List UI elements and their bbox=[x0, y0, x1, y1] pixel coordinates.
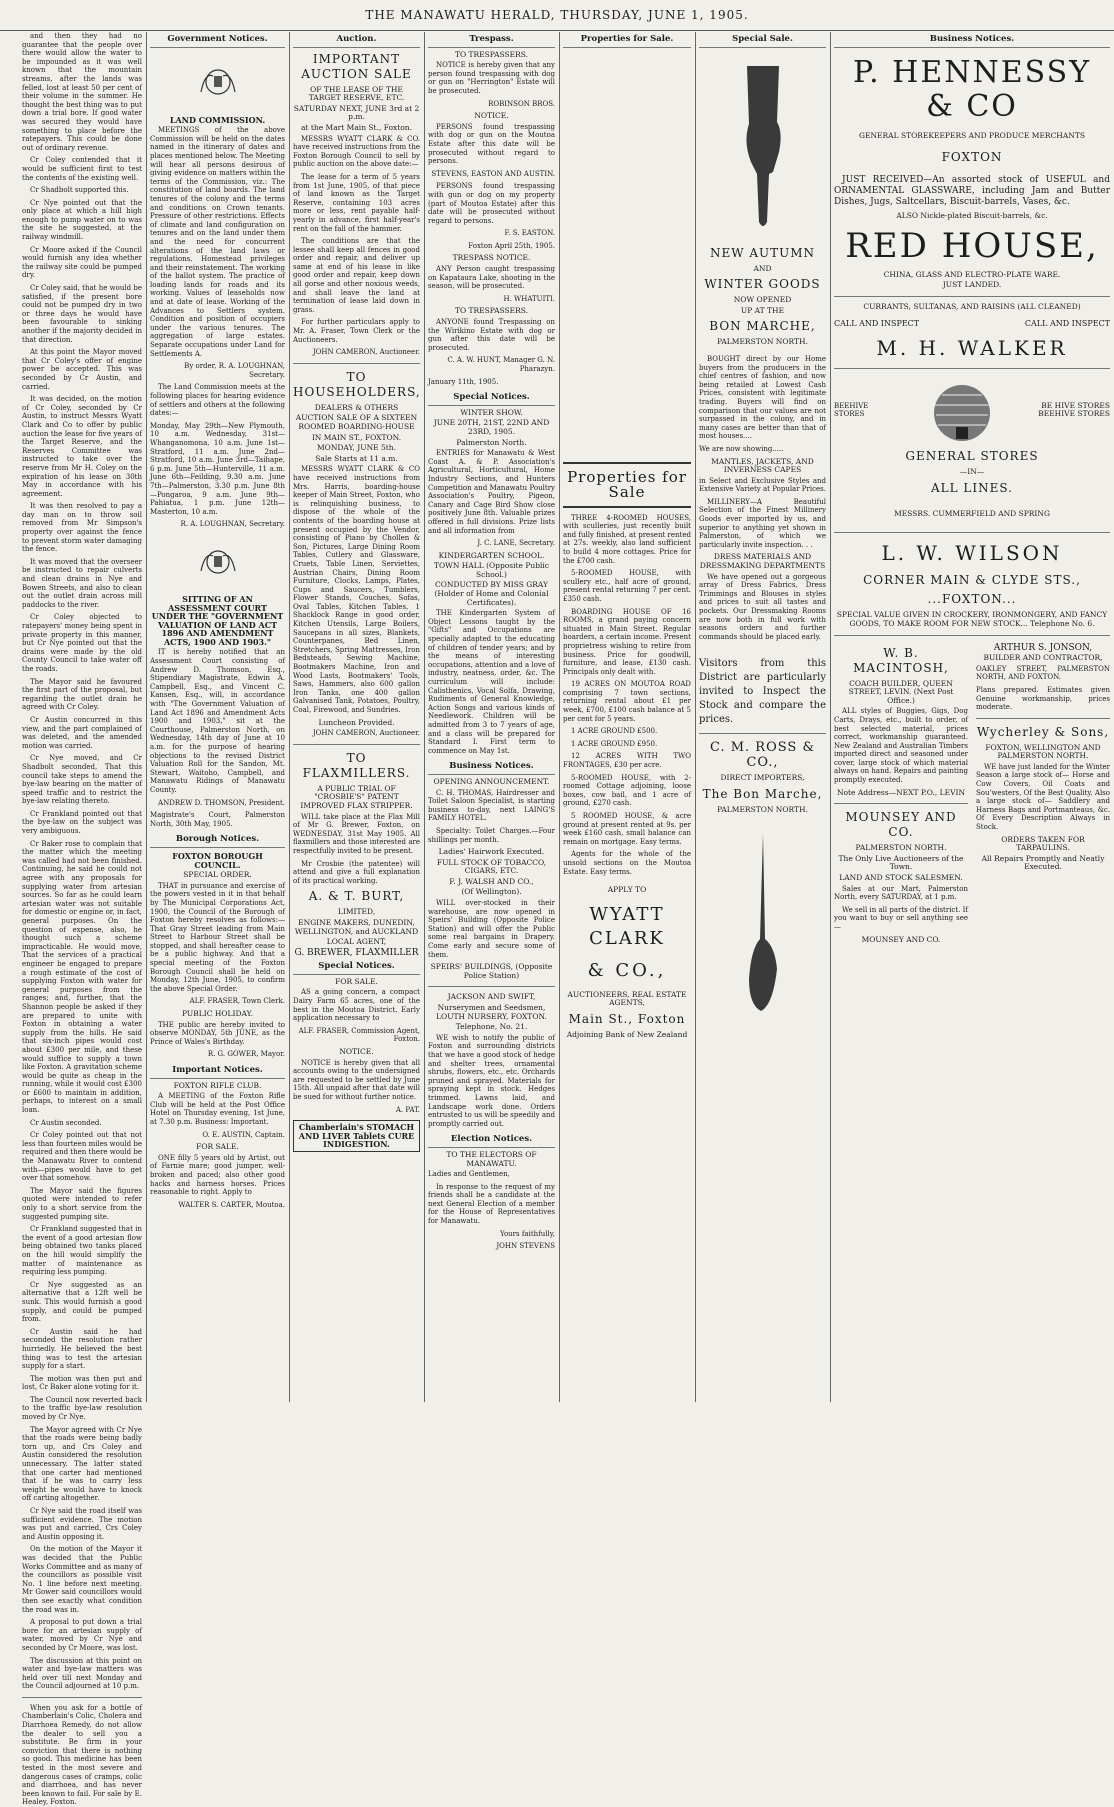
column-government bbox=[150, 32, 285, 1402]
report-paragraph: At this point the Mayor moved that Cr Coley's offer of engine power be accepted. This was seconded by Cr Austin, and carried. bbox=[22, 348, 142, 391]
report-paragraph: and then they had no guarantee that the people over there would allow the water to be impounded as it was well known that the mountain streams, after the lands was felled, lost at least 50 per cent of their volume in the summer. He thought the best thing was to put down a trial bore. If good water was secured they would have something to place before the ratepayers. This could be done out of ordinary revenue. bbox=[22, 32, 142, 152]
ad-subtitle: DEALERS & OTHERS bbox=[314, 402, 399, 412]
report-paragraph: It was decided, on the motion of Cr Coley, seconded by Cr Austin, to instruct Messrs Wyatt Clark and Co to offer by public auction the lease for five years of the Target Reserve, and the Reserves Committee was instructed to take over the reserve from Mr H. Coley on the expiration of his lease on 30th May in accordance with his agreement. bbox=[22, 395, 142, 498]
ad-subtitle: DIRECT IMPORTERS, bbox=[720, 773, 805, 783]
notice-place: TOWN HALL (Opposite Public School.) bbox=[433, 561, 550, 579]
ad-subtitle: AUCTIONEERS, REAL ESTATE AGENTS, bbox=[567, 989, 687, 1008]
ad-place: PALMERSTON NORTH. bbox=[717, 804, 808, 814]
masthead: THE MANAWATU HERALD, THURSDAY, JUNE 1, 1905. bbox=[0, 0, 1114, 31]
report-paragraph: Cr Coley said, that he would be satisfied, if the present bore could not be pumped dry in two or three days he would have been favourable to sinking another if the majority decided in that direction. bbox=[22, 284, 142, 344]
ad-subtitle: MANTLES, JACKETS, AND INVERNESS CAPES bbox=[711, 456, 814, 475]
ad-place: CORNER MAIN & CLYDE STS., bbox=[863, 573, 1081, 588]
report-paragraph: The motion was then put and lost, Cr Baker alone voting for it. bbox=[22, 1374, 142, 1392]
notice-body: THE public are hereby invited to observe MONDAY, 5th JUNE, as the Prince of Wales's Birthday. bbox=[150, 1020, 285, 1046]
notice-close: Yours faithfully, bbox=[499, 1229, 555, 1238]
ad-body: WE have just landed for the Winter Season a large stock of— Horse and Cow Covers, Oil Coats and Sou'westers, Of the Best Quality. Also a large stock of— Saddlery and Harness Bags and Portmanteaus, &c. Of Every Description Always in Stock. bbox=[976, 762, 1110, 832]
section-header: Special Notices. bbox=[428, 390, 555, 406]
notice-body: ANY Person caught trespassing on Kapataura Lake, shooting in the season, will be prosecuted. bbox=[428, 265, 555, 291]
ad-subtitle: GENERAL STOREKEEPERS AND PRODUCE MERCHANTS bbox=[859, 130, 1085, 140]
report-paragraph: Cr Nye pointed out that the only place at which a hill high enough to pump water on to was the site he suggested, at the railway windmill. bbox=[22, 198, 142, 242]
ad-title: IMPORTANT AUCTION SALE bbox=[301, 51, 412, 81]
ad-name: G. BREWER, FLAXMILLER bbox=[294, 947, 419, 958]
column-rule bbox=[424, 32, 425, 1402]
signature: ALF. FRASER, Commission Agent, Foxton. bbox=[298, 1026, 420, 1044]
ad-body: We have opened out a gorgeous array of Dress Fabrics, Dress Trimmings and Blouses in styles and prices to suit all tastes and pockets. Our Dressmaking Rooms are now both in full work with seasons orders and further commands should be placed early. bbox=[699, 572, 826, 641]
ad-place: IN MAIN ST., FOXTON. bbox=[311, 432, 402, 442]
ad-body: We sell in all parts of the district. If you want to buy or sell anything see— bbox=[834, 905, 968, 931]
ad-place: PALMERSTON NORTH. bbox=[855, 843, 947, 853]
column-rule bbox=[695, 32, 696, 1402]
notice-body: In response to the request of my friends shall be a candidate at the next General Election of a member for the House of Representatives for Manawatu. bbox=[428, 1182, 555, 1226]
ad-subtitle: APPLY TO bbox=[607, 885, 647, 895]
notice-place: Palmerston North. bbox=[456, 437, 527, 447]
signature: H. WHATUITI. bbox=[503, 294, 555, 303]
ad-note: BE HIVE STORES BEEHIVE STORES bbox=[1038, 400, 1110, 419]
notice-place: Magistrate's Court, Palmerston North, 30th May, 1905. bbox=[150, 811, 285, 828]
column-rule bbox=[289, 32, 290, 1402]
section-header: Business Notices. bbox=[834, 32, 1110, 48]
ad-title: A. & T. BURT, bbox=[308, 889, 405, 904]
report-paragraph: Cr Austin seconded. bbox=[30, 1118, 102, 1127]
ad-body: For further particulars apply to Mr. A. Fraser, Town Clerk or the Auctioneers. bbox=[293, 318, 420, 344]
notice-title: OPENING ANNOUNCEMENT. bbox=[433, 776, 550, 786]
ad-note: Adjoining Bank of New Zealand bbox=[566, 1029, 688, 1039]
notice-body: IT is hereby notified that an Assessment Court consisting of Andrew D. Thomson, Esq., Stipendiary Magistrate, Edwin A. Campbell, Esq., and Vincent C. Kansen, Esq., will, in accordance with "The Government Valuation of Land Act 1896 and Amendment Acts 1900 and 1903," sit at the Courthouse, Palmerston North, on Wednesday, 14th day of June at 10 a.m. for the purpose of hearing objections to the revised District Valuation Roll for the Sandon, Mt. Stewart, Waitoho, Campbell, and Manawatu Ridings of Manawatu County. bbox=[150, 648, 285, 794]
chamberlain-banner: Chamberlain's STOMACH AND LIVER Tablets CURE INDIGESTION. bbox=[293, 1120, 420, 1152]
ad-note: ORDERS TAKEN FOR TARPAULINS. bbox=[1001, 834, 1085, 853]
ad-time: Sale Starts at 11 a.m. bbox=[315, 453, 398, 463]
section-header: Properties for Sale. bbox=[563, 32, 691, 48]
ad-place: FOXTON bbox=[941, 150, 1003, 165]
report-paragraph: Cr Moore asked if the Council would furnish any idea whether the railway site could be pumped dry. bbox=[22, 245, 142, 280]
coat-of-arms-icon bbox=[195, 62, 241, 102]
report-paragraph: Cr Austin said he had seconded the resolution rather hurriedly. He believed the best thing was to test the artesian supply for a start. bbox=[22, 1327, 142, 1371]
ad-note: Agents for the whole of the unsold sections on the Moutoa Estate. Easy terms. bbox=[563, 850, 691, 876]
notice-title: KINDERGARTEN SCHOOL. bbox=[438, 550, 545, 560]
ad-subtitle: LAND AND STOCK SALESMEN. bbox=[839, 873, 963, 883]
notice-subtitle: (Of Wellington). bbox=[461, 887, 522, 897]
property-item: 5 ROOMED HOUSE, & acre ground at present rented at 9s. per week £160 cash, small balance can remain on mortgage. Easy terms. bbox=[563, 812, 691, 846]
notice-body: WE wish to notify the public of Foxton and surrounding districts that we have a good stock of hedge and shelter trees, ornamental shrubs, flowers, etc., etc. Orchards pruned and sprayed. Materials for spraying kept in stock. Hedges trimmed. Lawns laid, and Landscape work done. Orders entrusted to us will be speedily and promptly carried out. bbox=[428, 1033, 555, 1128]
ad-subtitle: LOCAL AGENT, bbox=[326, 937, 387, 947]
signature: A. PAT. bbox=[395, 1105, 420, 1114]
signature: JOHN CAMERON, Auctioneer. bbox=[312, 729, 420, 738]
ad-body: MESSRS WYATT CLARK & CO. have received instructions from the Foxton Borough Council to sell by public auction on the above date:— bbox=[293, 134, 420, 169]
notice-place: SPEIRS' BUILDINGS, (Opposite Police Station) bbox=[430, 962, 553, 980]
column-rule bbox=[146, 32, 147, 1402]
ad-title: The Bon Marche, bbox=[702, 786, 823, 801]
notice-body: The Land Commission meets at the following places for hearing evidence of settlers and others at the following dates:— bbox=[150, 383, 285, 418]
ad-body: in Select and Exclusive Styles and Extensive Variety at Popular Prices. bbox=[699, 476, 826, 494]
chamberlain-ad: When you ask for a bottle of Chamberlain's Colic, Cholera and Diarrhoea Remedy, do not allow the dealer to sell you a substitute. Be firm in your conviction that there is nothing so good. This medicine has been tested in the most severe and dangerous cases of cramps, colic and diarrhoea, and has never been known to fail. For sale by E. Healey, Foxton. bbox=[22, 1703, 142, 1807]
report-paragraph: Cr Nye moved, and Cr Shadbolt seconded, That this council take steps to amend the bye-law bearing on the matter of speed traffic and to restrict the bye-law relating thereto. bbox=[22, 754, 142, 806]
jonson-ad bbox=[976, 642, 1110, 947]
section-header: Government Notices. bbox=[150, 32, 285, 48]
ad-body: The conditions are that the lessee shall keep all fences in good order and repair, and deliver up same at end of his lease in like good order and repair, keep down all gorse and other noxious weeds, and shall leave the land at termination of lease laid down in grass. bbox=[293, 237, 420, 314]
ad-subtitle: NOW OPENED bbox=[733, 295, 792, 305]
signature: ROBINSON BROS. bbox=[488, 99, 555, 108]
notice-body: NOTICE is hereby given that any person found trespassing with dog or gun on "Herrington" Estate will be prosecuted. bbox=[428, 61, 555, 95]
ad-subtitle: COACH BUILDER, QUEEN STREET, LEVIN. (Next Post Office.) bbox=[848, 678, 954, 705]
ad-title: Properties for Sale bbox=[567, 467, 687, 501]
property-item: 1 ACRE GROUND £500. bbox=[571, 727, 658, 736]
notice-title: WINTER SHOW. bbox=[460, 407, 523, 417]
notice-title: NOTICE. bbox=[474, 111, 509, 121]
notice-title: SITTING OF AN ASSESSMENT COURT UNDER THE "GOVERNMENT VALUATION OF LAND ACT 1896 AND AMENDMENT ACTS, 1900 AND 1903." bbox=[151, 593, 284, 647]
ad-note: Note Address—NEXT P.O., LEVIN bbox=[836, 787, 966, 797]
column-business bbox=[834, 32, 1110, 1402]
column-trespass bbox=[428, 32, 555, 1402]
report-paragraph: Cr Coley contended that it would be sufficient first to test the contents of the existing well. bbox=[22, 156, 142, 182]
notice-body: AS a going concern, a compact Dairy Farm 65 acres, one of the best in the Moutoa District. Early application necessary to bbox=[293, 988, 420, 1023]
ad-name: WYATT CLARK bbox=[589, 903, 665, 949]
notice-note: FULL STOCK OF TOBACCO, CIGARS, ETC. bbox=[436, 857, 547, 876]
coat-of-arms-icon bbox=[195, 543, 241, 581]
ad-subtitle: FOXTON, WELLINGTON AND PALMERSTON NORTH. bbox=[985, 742, 1101, 761]
ad-subtitle: LIMITED, bbox=[337, 907, 376, 917]
ad-title: WINTER GOODS bbox=[704, 277, 821, 292]
ad-body: Visitors from this District are particularly invited to Inspect the Stock and compare the prices. bbox=[699, 658, 826, 726]
ad-note: The Only Live Auctioneers of the Town. bbox=[838, 853, 964, 872]
ad-body: Sales at our Mart, Palmerston North, every SATURDAY, at 1 p.m. bbox=[834, 884, 968, 902]
signature: J. C. LANE, Secretary. bbox=[477, 539, 555, 548]
column-rule bbox=[559, 32, 560, 1402]
signature: By order, R. A. LOUGHNAN, Secretary. bbox=[184, 362, 285, 379]
ad-note: CALL AND INSPECT bbox=[1024, 318, 1110, 328]
signature: WALTER S. CARTER, Moutoa. bbox=[178, 1200, 285, 1209]
pointing-hand-icon bbox=[743, 829, 783, 1019]
council-report bbox=[22, 32, 142, 1691]
report-paragraph: It was moved that the overseer be instructed to repair culverts and clean drains in Nye and Bowen Streets, and also to clean out the outlet drain across mill paddocks to the river. bbox=[22, 557, 142, 609]
ad-name: W. B. MACINTOSH, bbox=[853, 645, 949, 675]
ad-name: MOUNSEY AND CO. bbox=[845, 810, 957, 840]
property-item: THREE 4-ROOMED HOUSES, with sculleries, just recently built and fully finished, at present rented at 27s. weekly, also land sufficient to build 4 more cottages. Price for the £700 cash. bbox=[563, 513, 691, 565]
ad-name: ARTHUR S. JONSON, bbox=[993, 642, 1093, 653]
section-header: Business Notices. bbox=[428, 759, 555, 775]
notice-subtitle: SPECIAL ORDER. bbox=[183, 870, 252, 880]
signature: ALF. FRASER, Town Clerk. bbox=[189, 997, 285, 1006]
ad-body: BOUGHT direct by our Home buyers from the producers in the chief centres of fashion, and now being retailed at Lowest Cash Prices, consistent with legitimate trading. Buyers will find on comparison that our values are not surpassed in the colony, and in many cases are better than that of most houses.... bbox=[699, 354, 826, 441]
report-paragraph: It was then resolved to pay a day man on to throw soil removed from Mr Simpson's property over against the fence to prevent storm water damaging the fence. bbox=[22, 502, 142, 554]
section-header: Special Notices. bbox=[293, 959, 420, 975]
ad-body: Plans prepared. Estimates given Genuine workmanship, prices moderate. bbox=[976, 685, 1110, 712]
notice-body: WILL over-stocked in their warehouse, are now opened in Speirs' Building (Opposite Police Station) and will offer the Public some real bargains in Drapery. Come early and secure some of them. bbox=[428, 899, 555, 959]
ad-name: & CO., bbox=[587, 959, 667, 981]
section-header: Special Sale. bbox=[699, 32, 826, 48]
ad-note: BEEHIVE STORES bbox=[834, 401, 869, 419]
notice-title: NOTICE. bbox=[339, 1047, 374, 1057]
ad-title: BON MARCHE, bbox=[709, 319, 816, 334]
ad-body: OAKLEY STREET, PALMERSTON NORTH, AND FOXTON. bbox=[976, 664, 1110, 682]
signature: R. G. GOWER, Mayor. bbox=[207, 1050, 285, 1059]
notice-date: JUNE 20TH, 21ST, 22ND AND 23RD, 1905. bbox=[433, 418, 550, 436]
notice-title: FOR SALE. bbox=[196, 1142, 239, 1152]
notice-title: TRESPASS NOTICE. bbox=[452, 253, 531, 263]
notice-body: MEETINGS of the above Commission will be held on the dates named in the itinerary of dates and places mentioned below. The Meeting will hear all persons desirous of giving evidence on matters within the terms of the Commission, viz.: The constitution of land boards. The land tenures of the colony and the terms and conditions on Crown tenants. Pressure of other restrictions. Effects of climate and land configuration on tenures and on the land under them and the need for concurrent alterations of the land laws or regulations. Homestead privileges and their reinstatement. The working of the ballot system. The practice of loading lands for roads and its working. Values of leaseholds now and at date of lease. Working of the Advances to Settlers system. Condition and position of occupiers under the various tenures. The aggregation of large estates. Separate occupations under Land for Settlements A. bbox=[150, 126, 285, 358]
report-paragraph: Cr Coley objected to ratepayers' money being spent in private property in this manner, but Cr Nye pointed out that the drains were made by the old County Council to take water off the roads. bbox=[22, 613, 142, 673]
ad-title: NEW AUTUMN bbox=[709, 245, 816, 260]
ad-place: ...FOXTON... bbox=[927, 592, 1017, 607]
ad-body: SPECIAL VALUE GIVEN IN CROCKERY, IRONMONGERY, AND FANCY GOODS, TO MAKE ROOM FOR NEW STOCK... Telephone No. 6. bbox=[836, 610, 1108, 628]
notice-body: C. H. THOMAS, Hairdresser and Toilet Saloon Specialist, is starting business to-day, next LAING'S FAMILY HOTEL. bbox=[428, 788, 555, 823]
notice-title: TO TRESPASSERS. bbox=[454, 49, 529, 59]
property-item: 5-ROOMED HOUSE, with scullery etc., half acre of ground, present rental returning 7 per cent. £350 cash. bbox=[563, 569, 691, 603]
notice-phone: Telephone, No. 21. bbox=[455, 1022, 528, 1032]
ad-subtitle: JUST LANDED. bbox=[942, 280, 1002, 290]
signature: C. A. W. HUNT, Manager G. N. Pharazyn. bbox=[447, 356, 555, 373]
pointing-hand-icon bbox=[733, 62, 793, 232]
notice-body: THE Kindergarten System of Object Lessons taught by the "Gifts" and Occupations are specially adapted to the educating of children of tender years; and by the means of interesting occupations, attention and a love of industry, neatness, order, &c. The curriculum will include: Calisthenics, Vocal Solfa, Drawing, Rudiments of General Knowledge, Action Songs and various kinds of Needlework. Children will be admitted from 3 to 7 years of age, and a class will be prepared for Standard I. First term to commence on May 1st. bbox=[428, 609, 555, 755]
notice-body: ANYONE found Trespassing on the Wirikino Estate with dog or gun after this date will be prosecuted. bbox=[428, 318, 555, 352]
notice-body: ENTRIES for Manawatu & West Coast A. & P. Association's Agricultural, Horticultural, Home Industry Sections, and Hunters Competition and Manawatu Poultry Association's Poultry, Pigeon, Canary and Cage Bird Show close positively June 8th. Valuable prizes offered in full divisions. Prize lists and all information from bbox=[428, 449, 555, 535]
ad-title: TO HOUSEHOLDERS, bbox=[293, 369, 421, 399]
ad-title: GENERAL STORES bbox=[905, 449, 1039, 464]
signature: R. A. LOUGHNAN, Secretary. bbox=[180, 520, 285, 529]
report-paragraph: Cr Baker rose to complain that the matter which the meeting was called had not been finished. Continuing, he said he could not agree with any proposals for supplying water from artesian sources. So far as he could learn artesian water was not suitable for domestic or engine or, in fact, general purposes. On the question of expense, also, he thought such a scheme impracticable. He would move, That the services of a practical engineer be engaged to prepare a rough estimate of the cost of supplying Foxton with water for general purposes from the ranges; and, further, that the Shannon people be asked if they are prepared to unite with Foxton in obtaining a water supply from the hills. He said that six-inch pipes would cost about £300 per mile, and these would suffice to supply a town like Foxton. A gravitation scheme would be quite as cheap in the running, while it would cost £300 or £600 to maintain in addition, perhaps, to interest on a small loan. bbox=[22, 839, 142, 1115]
property-item: 19 ACRES ON MOUTOA ROAD comprising 7 town sections, returning rental about £1 per week, £700, £100 cash balance at 5 per cent for 5 years. bbox=[563, 680, 691, 723]
ad-subtitle: AUCTION SALE OF A SIXTEEN ROOMED BOARDING-HOUSE bbox=[295, 413, 418, 431]
notice-body: A MEETING of the Foxton Rifle Club will be held at the Post Office Hotel on Thursday evening, 1st June, at 7.30 p.m. Business: Important. bbox=[150, 1092, 285, 1126]
ad-date: MONDAY, JUNE 5th. bbox=[316, 443, 397, 453]
signature: STEVENS, EASTON AND AUSTIN. bbox=[431, 169, 555, 178]
ad-name: RED HOUSE, bbox=[845, 225, 1099, 266]
report-paragraph: The Council now reverted back to the traffic bye-law resolution moved by Cr Nye. bbox=[22, 1395, 142, 1422]
schedule: Monday, May 29th—New Plymouth, 10 a.m. Wednesday, 31st—Whanganomona, 10 a.m. June 1st—Stratford, 11 a.m. June 2nd—Stratford, 10 a.m. June 3rd—Taihape, 6 p.m. June 5th—Hunterville, 11 a.m. June 6th—Feilding, 9.30 a.m. June 7th—Palmerston, 3.30 p.m. June 8th—Pongaroa, 9 a.m. June 9th—Pahiatua, 1 p.m. June 12th—Masterton, 10 a.m. bbox=[150, 421, 285, 516]
notice-title: TO THE ELECTORS OF MANAWATU. bbox=[446, 1149, 537, 1168]
notice-body: ONE filly 5 years old by Artist, out of Farnie mare; good jumper, well-broken and paced; also other good hacks and harness horses. Prices reasonable to right. Apply to bbox=[150, 1153, 285, 1197]
report-paragraph: Cr Austin concurred in this view, and the part complained of was deleted, and the amended motion was carried. bbox=[22, 715, 142, 750]
property-item: 1 ACRE GROUND £950. bbox=[571, 739, 658, 748]
signature: JOHN STEVENS bbox=[496, 1242, 555, 1251]
macintosh-ad bbox=[834, 642, 968, 947]
ad-note: ALSO Nickle-plated Biscuit-barrels, &c. bbox=[896, 211, 1048, 221]
notice-body: Specialty: Toilet Charges.—Four shillings per month. bbox=[428, 826, 555, 844]
notice-body: THAT in pursuance and exercise of the powers vested in it in that behalf by The Municipal Corporations Act, 1900, the Council of the Borough of Foxton hereby resolves as follows:— That Gray Street leading from Main Street to Harbour Street shall be stopped, and shall hereafter cease to be a public highway. And that a special meeting of the Foxton Borough Council shall be held on Monday, 12th June, 1905, to confirm the above Special Order. bbox=[150, 881, 285, 993]
column-rule bbox=[830, 32, 831, 1402]
notice-note: Ladies' Hairwork Executed. bbox=[438, 847, 545, 857]
ad-word: —IN— bbox=[959, 467, 985, 477]
notice-date: January 11th, 1905. bbox=[428, 377, 499, 386]
notice-title: FOXTON RIFLE CLUB. bbox=[173, 1080, 262, 1090]
ad-subtitle: MESSRS. CUMMERFIELD AND SPRING bbox=[894, 508, 1050, 518]
ad-date: SATURDAY NEXT, JUNE 3rd at 2 p.m. bbox=[293, 103, 420, 122]
ad-body: JUST RECEIVED—An assorted stock of USEFUL and ORNAMENTAL GLASSWARE, including Jam and Butter Dishes, Jugs, Saltcellars, Biscuit-barrels, Vases, &c. bbox=[834, 175, 1110, 208]
report-paragraph: Cr Frankland suggested that in the event of a good artesian flow being obtained two tanks placed on the hill would simplify the matter of maintenance as requiring less pumping. bbox=[22, 1225, 142, 1277]
notice-title: FOR SALE. bbox=[335, 976, 378, 986]
notice-subtitle: Nurserymen and Seedsmen, LOUTH NURSERY, FOXTON. bbox=[436, 1003, 547, 1021]
report-paragraph: The Mayor said he favoured the first part of the proposal, but regarding the outlet drain he agreed with Cr Coley. bbox=[22, 677, 142, 712]
ad-place: Main St., Foxton bbox=[568, 1011, 686, 1026]
ad-subtitle: CHINA, GLASS AND ELECTRO-PLATE WARE. bbox=[883, 269, 1061, 279]
ad-word: AND bbox=[753, 263, 772, 273]
notice-title: TO TRESPASSERS. bbox=[454, 306, 529, 316]
notice-subtitle: CONDUCTED BY MISS GRAY (Holder of Home and Colonial Certificates). bbox=[434, 580, 549, 607]
ad-subtitle: DRESS MATERIALS AND DRESSMAKING DEPARTMENTS bbox=[699, 552, 826, 571]
ad-note: All Repairs Promptly and Neatly Executed. bbox=[981, 853, 1105, 872]
section-header: Auction. bbox=[293, 32, 420, 48]
ad-subtitle: BUILDER AND CONTRACTOR, bbox=[983, 653, 1103, 663]
notice-date: Foxton April 25th, 1905. bbox=[468, 241, 555, 250]
signature: F. S. EASTON. bbox=[504, 229, 555, 238]
section-header: Important Notices. bbox=[150, 1063, 285, 1079]
ad-body: MILLINERY—A Beautiful Selection of the Finest Millinery Goods ever imported by us, and superior to anything yet shown in Palmerston, of which we particularly invite inspection. . . bbox=[699, 497, 826, 549]
beehive-icon bbox=[922, 375, 1002, 445]
report-paragraph: The Mayor agreed with Cr Nye that the roads were being badly torn up, and Crs Coley and Austin considered the resolution unnecessary. The latter stated that one carter had mentioned that if he was to carry less weight he would have to knock off carting altogether. bbox=[22, 1425, 142, 1503]
ad-name: C. M. ROSS & CO., bbox=[709, 740, 816, 771]
notice-title: JACKSON AND SWIFT, bbox=[447, 992, 536, 1002]
ad-subtitle: CURRANTS, SULTANAS, AND RAISINS (ALL CLEANED) bbox=[863, 301, 1081, 311]
ad-body: ALL styles of Buggies, Gigs, Dog Carts, Drays, etc., built to order, of best selected material, prices correct, workmanship guaranteed. New Zealand and Australian Timbers imported direct and seasoned under cover, large stock of which material always on hand. Repairs and painting promptly executed. bbox=[834, 707, 968, 785]
ad-note: CALL AND INSPECT bbox=[834, 318, 920, 328]
notice-title: LAND COMMISSION. bbox=[169, 114, 266, 125]
report-paragraph: Cr Coley pointed out that not less than fourteen miles would be required and then there would be the Manawatu River to contend with—pipes would have to get over that somehow. bbox=[22, 1131, 142, 1183]
ad-subtitle: ENGINE MAKERS, DUNEDIN, WELLINGTON, and AUCKLAND bbox=[294, 917, 419, 936]
report-paragraph: Cr Frankland pointed out that the bye-law on the subject was very ambiguous. bbox=[22, 809, 142, 836]
notice-greeting: Ladies and Gentlemen, bbox=[428, 1170, 510, 1179]
notice-title: F. J. WALSH AND CO., bbox=[449, 876, 534, 886]
ad-subtitle: A PUBLIC TRIAL OF "CROSBIE'S" PATENT IMPROVED FLAX STRIPPER. bbox=[300, 783, 413, 810]
column-properties bbox=[563, 32, 691, 1402]
property-item: 5-ROOMED HOUSE, with 2-roomed Cottage adjoining, loose boxes, cow bail, and 1 acre of ground, £270 cash. bbox=[563, 773, 691, 808]
property-item: BOARDING HOUSE OF 16 ROOMS, a grand paying concern situated in Main Street. Regular boarders, a certain income. Present proprietress wishing to retire from business. Price for goodwill, furniture, and lease, £130 cash. Principals only dealt with. bbox=[563, 607, 691, 676]
ad-place: PALMERSTON NORTH. bbox=[717, 337, 808, 347]
report-paragraph: On the motion of the Mayor it was decided that the Public Works Committee and as many of the councillors as possible visit No. 1 line before next meeting. Mr Gower said councillors would then see exactly what condition the road was in. bbox=[22, 1545, 142, 1614]
signature: MOUNSEY AND CO. bbox=[861, 934, 941, 944]
section-header: Trespass. bbox=[428, 32, 555, 48]
ad-title: TO FLAXMILLERS. bbox=[302, 750, 411, 780]
column-news bbox=[22, 32, 142, 1807]
report-paragraph: The Mayor said the figures quoted were intended to refer only to a short service from the suggested pumping site. bbox=[22, 1186, 142, 1221]
notice-title: PUBLIC HOLIDAY. bbox=[182, 1009, 253, 1019]
signature: JOHN CAMERON, Auctioneer. bbox=[312, 348, 420, 357]
ad-body: MESSRS WYATT CLARK & CO have received instructions from Mrs. Harris, boarding-house keeper of Main Street, Foxton, who is relinquishing business, to dispose of the whole of the contents of the boarding house at present occupied by the Vendor, consisting of Piano by Chollen & Son, Pictures, Large Dining Room Tables, Cutlery and Glassware, Cruets, Table Linen, Serviettes, Austrian Chairs, Dining Room Furniture, Clocks, Lamps, Plates, Cups and Saucers, Tumblers, Flower Stands, Couches, Sofas, Oval Tables, Kitchen Tables, 1 Shacklock Range in good order, Kitchen Utensils, Large Boilers, Saucepans in all sizes, Blankets, Counterpanes, Bed Linen, Stretchers, Spring Mattresses, Iron Bedsteads, Sewing Machine, Bootmakers Machine, Iron and Wood Lasts, Bootmakers' Tools, Saws, Hammers, also 600 gallon Iron Tanks, one 400 gallon Galvanised Tank, Potatoes, Poultry, Coal, Firewood, and Sundries. bbox=[293, 465, 420, 714]
ad-subtitle: UP AT THE bbox=[740, 305, 785, 315]
signature: ANDREW D. THOMSON, President. bbox=[158, 798, 285, 807]
property-item: 12 ACRES WITH TWO FRONTAGES, £30 per acre. bbox=[563, 752, 691, 770]
column-auction bbox=[293, 32, 420, 1402]
ad-name: Wycherley & Sons, bbox=[976, 724, 1110, 739]
report-paragraph: Cr Nye suggested as an alternative that a 12ft well be sunk. This would furnish a good supply, and could be pumped from. bbox=[22, 1280, 142, 1324]
report-paragraph: Cr Nye said the road itself was sufficient evidence. The motion was put and carried, Crs Coley and Austin opposing it. bbox=[22, 1507, 142, 1541]
ad-place: at the Mart Main St., Foxton. bbox=[300, 122, 413, 132]
notice-title: FOXTON BOROUGH COUNCIL. bbox=[172, 850, 263, 870]
section-header: Borough Notices. bbox=[150, 832, 285, 848]
ad-subtitle: OF THE LEASE OF THE TARGET RESERVE, ETC. bbox=[308, 84, 405, 103]
notice-body: NOTICE is hereby given that all accounts owing to the undersigned are requested to be settled by June 15th. All unpaid after that date will be sued for without further notice. bbox=[293, 1058, 420, 1101]
ad-body: We are now showing..... bbox=[699, 444, 784, 453]
ad-note: Luncheon Provided. bbox=[318, 717, 395, 727]
ad-name: M. H. WALKER bbox=[876, 336, 1068, 361]
ad-body: WILL take place at the Flax Mill of Mr G. Brewer, Foxton, on WEDNESDAY, 31st May 1905. All flaxmillers and those interested are respectfully invited to be present. bbox=[293, 812, 420, 855]
ad-title: ALL LINES. bbox=[931, 480, 1013, 495]
column-special-sale bbox=[699, 32, 826, 1402]
signature: O. E. AUSTIN, Captain. bbox=[202, 1130, 285, 1139]
ad-name: L. W. WILSON bbox=[881, 541, 1063, 566]
property-list bbox=[563, 514, 691, 847]
ad-body: The lease for a term of 5 years from 1st June, 1905, of that piece of land known as the Target Reserve, containing 103 acres more or less, rent payable half-yearly in advance, first half-year's rent on the fall of the hammer. bbox=[293, 172, 420, 233]
ad-name: P. HENNESSY & CO bbox=[852, 54, 1092, 124]
report-paragraph: The discussion at this point on water and bye-law matters was held over till next Monday and the Council adjourned at 10 p.m. bbox=[22, 1656, 142, 1691]
ad-body: Mr Crosbie (the patentee) will attend and give a full explanation of its practical working. bbox=[293, 859, 420, 885]
report-paragraph: Cr Shadbolt supported this. bbox=[30, 186, 129, 195]
report-paragraph: A proposal to put down a trial bore for an artesian supply of water, moved by Cr Nye and seconded by Cr Moore, was lost. bbox=[22, 1618, 142, 1652]
notice-body: PERSONS found trespassing with gun or dog on my property (part of Moutoa Estate) after this date will be prosecuted without regard to persons. bbox=[428, 182, 555, 225]
notice-body: PERSONS found trespassing with dog or gun on the Moutoa Estate after this date will be prosecuted without regard to persons. bbox=[428, 122, 555, 166]
section-header: Election Notices. bbox=[428, 1132, 555, 1148]
